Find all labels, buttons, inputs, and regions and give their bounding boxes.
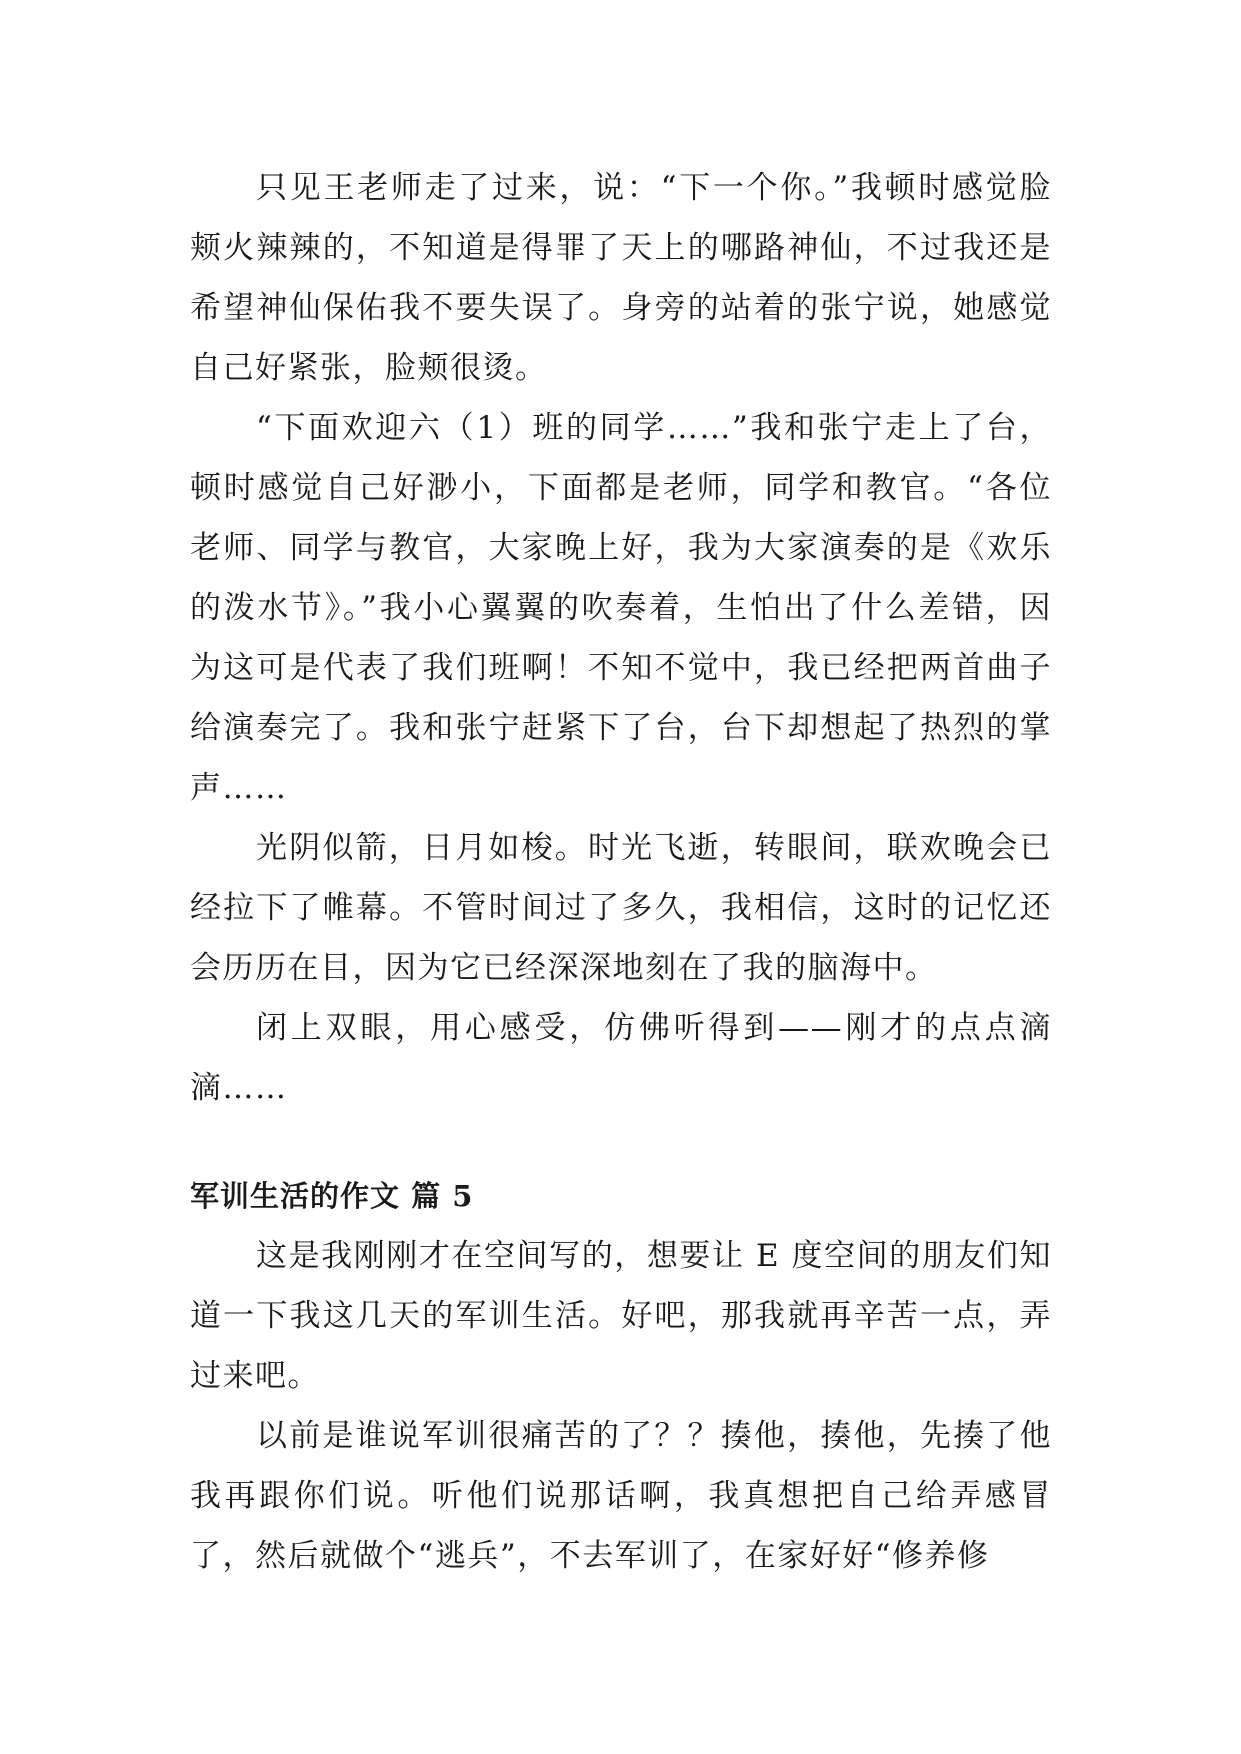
paragraph: “下面欢迎六（1）班的同学……”我和张宁走上了台，顿时感觉自己好渺小，下面都是老师，同学和教官。“各位老师、同学与教官，大家晚上好，我为大家演奏的是《欢乐的泼水节》。”我小心翼翼的吹奏着，生怕出了什么差错，因为这可是代表了我们班啊！不知不觉中，我已经把两首曲子给演奏完了。我和张宁赶紧下了台，台下却想起了热烈的掌声…… — [190, 410, 1052, 806]
paragraph: 闭上双眼，用心感受，仿佛听得到——刚才的点点滴滴…… — [190, 1010, 1052, 1106]
paragraph: 光阴似箭，日月如梭。时光飞逝，转眼间，联欢晚会已经拉下了帷幕。不管时间过了多久，我相信，这时的记忆还会历历在目，因为它已经深深地刻在了我的脑海中。 — [190, 830, 1052, 986]
paragraph: 这是我刚刚才在空间写的，想要让 E 度空间的朋友们知道一下我这几天的军训生活。好吧，那我就再辛苦一点，弄过来吧。 — [190, 1238, 1052, 1394]
document-page — [190, 158, 1052, 1586]
paragraph: 只见王老师走了过来，说：“下一个你。”我顿时感觉脸颊火辣辣的，不知道是得罪了天上的哪路神仙，不过我还是希望神仙保佑我不要失误了。身旁的站着的张宁说，她感觉自己好紧张，脸颊很烫。 — [190, 170, 1052, 386]
section-title: 军训生活的作文 篇 5 — [190, 1179, 474, 1213]
paragraph: 以前是谁说军训很痛苦的了？？揍他，揍他，先揍了他我再跟你们说。听他们说那话啊，我真想把自己给弄感冒了，然后就做个“逃兵”，不去军训了，在家好好“修养修 — [190, 1418, 1052, 1574]
